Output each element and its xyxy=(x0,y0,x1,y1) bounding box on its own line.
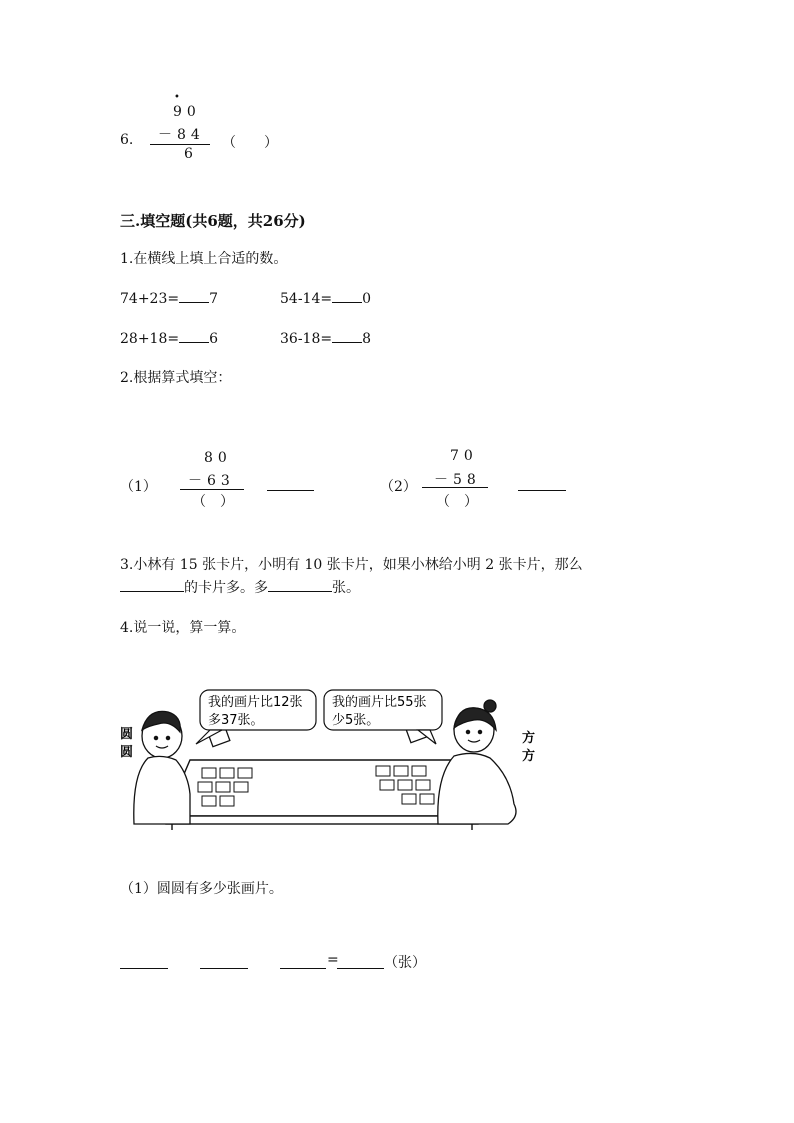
q6-dot: • xyxy=(174,92,180,103)
bubble-right-line1: 我的画片比55张 xyxy=(332,695,427,710)
p2-calc1-rule xyxy=(180,489,244,490)
p2-title: 2.根据算式填空： xyxy=(120,370,232,386)
p4-eq-sign: = xyxy=(327,952,339,968)
p1-item-4 xyxy=(280,328,371,347)
p3-blank-who[interactable] xyxy=(120,577,184,592)
p2-calc1-result[interactable]: （ ） xyxy=(192,494,234,510)
p2-calc1-label: （1） xyxy=(120,479,157,495)
p3-line2-part2: 张。 xyxy=(332,580,360,596)
p2-calc2-label: （2） xyxy=(380,479,417,495)
q6-answer-paren[interactable]: （ ） xyxy=(222,135,278,151)
p2-calc2-rule xyxy=(422,487,488,488)
p1-item-4-suffix: 8 xyxy=(362,331,372,347)
p4-blank-2[interactable] xyxy=(200,968,248,969)
p3-blank-count[interactable] xyxy=(268,577,332,592)
p1-item-1-suffix: 7 xyxy=(209,291,219,307)
q6-minuend: 90 xyxy=(173,104,201,120)
name-right-2: 方 xyxy=(522,749,536,764)
p4-title: 4.说一说，算一算。 xyxy=(120,620,246,636)
p4-blank-3[interactable] xyxy=(280,968,326,969)
p1-title: 1.在横线上填上合适的数。 xyxy=(120,251,288,267)
bubble-right-line2: 少5张。 xyxy=(332,713,380,728)
p1-item-2-blank[interactable] xyxy=(332,288,362,303)
p1-item-1-expr: 74+23= xyxy=(120,291,180,307)
p1-item-4-blank[interactable] xyxy=(332,328,362,343)
p4-unit: （张） xyxy=(384,955,426,971)
p2-calc2-subtrahend: －58 xyxy=(434,472,481,488)
p2-calc1-minuend: 80 xyxy=(204,450,232,466)
p3-line2-part1: 的卡片多。多 xyxy=(184,580,268,596)
p4-blank-result[interactable] xyxy=(337,968,384,969)
section-title: 三.填空题(共6题，共26分) xyxy=(120,212,306,230)
p4-sub1: （1）圆圆有多少张画片。 xyxy=(120,881,283,897)
p2-calc2-result[interactable]: （ ） xyxy=(436,494,478,510)
table-edge xyxy=(166,816,478,824)
p1-item-3-expr: 28+18= xyxy=(120,331,180,347)
p3-line2 xyxy=(120,577,360,597)
p2-calc2-answer-line[interactable] xyxy=(518,490,566,491)
p2-calc2-minuend: 70 xyxy=(450,448,478,464)
p4-blank-1[interactable] xyxy=(120,968,168,969)
p1-item-1 xyxy=(120,288,218,307)
name-left-2: 圆 xyxy=(120,745,134,760)
q6-result: 6 xyxy=(184,146,198,162)
p4-illustration xyxy=(118,684,558,844)
bubble-left-line2: 多37张。 xyxy=(208,713,264,728)
name-right-1: 方 xyxy=(522,731,536,746)
p2-calc1-answer-line[interactable] xyxy=(267,490,314,491)
p1-item-2-suffix: 0 xyxy=(362,291,372,307)
p1-item-2-expr: 54-14= xyxy=(280,291,333,307)
name-left-1: 圆 xyxy=(120,727,134,742)
p1-item-4-expr: 36-18= xyxy=(280,331,333,347)
q6-subtrahend: －84 xyxy=(158,127,205,143)
p3-line1: 3.小林有 15 张卡片，小明有 10 张卡片，如果小林给小明 2 张卡片，那么 xyxy=(120,557,583,573)
p1-item-3 xyxy=(120,328,218,347)
p1-item-2 xyxy=(280,288,371,307)
p1-item-3-suffix: 6 xyxy=(209,331,219,347)
p1-item-1-blank[interactable] xyxy=(179,288,209,303)
p1-item-3-blank[interactable] xyxy=(179,328,209,343)
q6-number: 6. xyxy=(120,132,134,148)
q6-rule xyxy=(150,144,210,145)
bubble-left-line1: 我的画片比12张 xyxy=(208,695,303,710)
p2-calc1-subtrahend: －63 xyxy=(188,473,235,489)
